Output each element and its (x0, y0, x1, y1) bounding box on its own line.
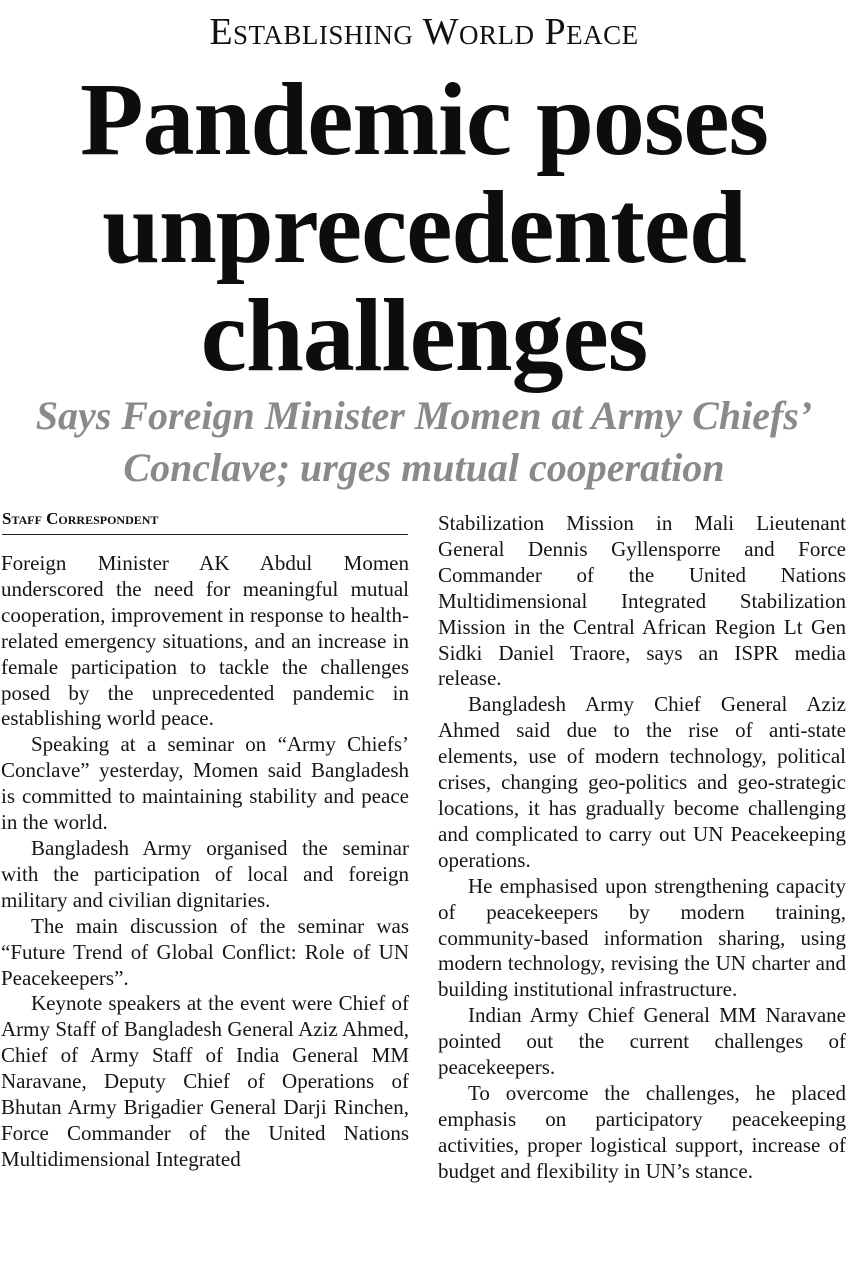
paragraph: The main discussion of the seminar was “Future Trend of Global Conflict: Role of UN Peacekeepers”. (1, 913, 409, 990)
article-column-left (1, 551, 409, 1173)
article-column-right (438, 511, 846, 1185)
section-kicker: Establishing World Peace (209, 11, 639, 53)
paragraph: Bangladesh Army organised the seminar with the participation of local and foreign military and civilian dignitaries. (1, 835, 409, 912)
headline: Pandemic poses unprecedented challenges (80, 62, 768, 393)
paragraph: Speaking at a seminar on “Army Chiefs’ Conclave” yesterday, Momen said Bangladesh is committed to maintaining stability and peace in the world. (1, 732, 409, 835)
subheadline: Says Foreign Minister Momen at Army Chiefs’ Conclave; urges mutual cooperation (35, 393, 813, 490)
paragraph: He emphasised upon strengthening capacity of peacekeepers by modern training, community-based information sharing, using modern technology, revising the UN charter and building institutional infrastructure. (438, 873, 846, 1002)
byline: Staff Correspondent (2, 508, 408, 535)
paragraph: Keynote speakers at the event were Chief of Army Staff of Bangladesh General Aziz Ahmed, Chief of Army Staff of India General MM Naravane, Deputy Chief of Operations of Bhutan Army Brigadier General Darji Rinchen, Force Commander of the United Nations Multidimensional Integrated (1, 991, 409, 1171)
paragraph: Indian Army Chief General MM Naravane pointed out the current challenges of peacekeepers. (438, 1003, 846, 1080)
paragraph: Foreign Minister AK Abdul Momen underscored the need for meaningful mutual cooperation, improvement in response to health-related emergency situations, and an increase in female participation to tackle the challenges posed by the unprecedented pandemic in establishing world peace. (1, 551, 409, 731)
paragraph: To overcome the challenges, he placed emphasis on participatory peacekeeping activities, proper logistical support, increase of budget and flexibility in UN’s stance. (438, 1080, 846, 1183)
paragraph: Stabilization Mission in Mali Lieutenant General Dennis Gyllensporre and Force Commander of the United Nations Multidimensional Integrated Stabilization Mission in the Central African Region Lt Gen Sidki Daniel Traore, says an ISPR media release. (438, 511, 846, 691)
paragraph: Bangladesh Army Chief General Aziz Ahmed said due to the rise of anti-state elements, use of modern technology, political crises, changing geo-politics and geo-strategic locations, it has gradually become challenging and complicated to carry out UN Peacekeeping operations. (438, 692, 846, 872)
